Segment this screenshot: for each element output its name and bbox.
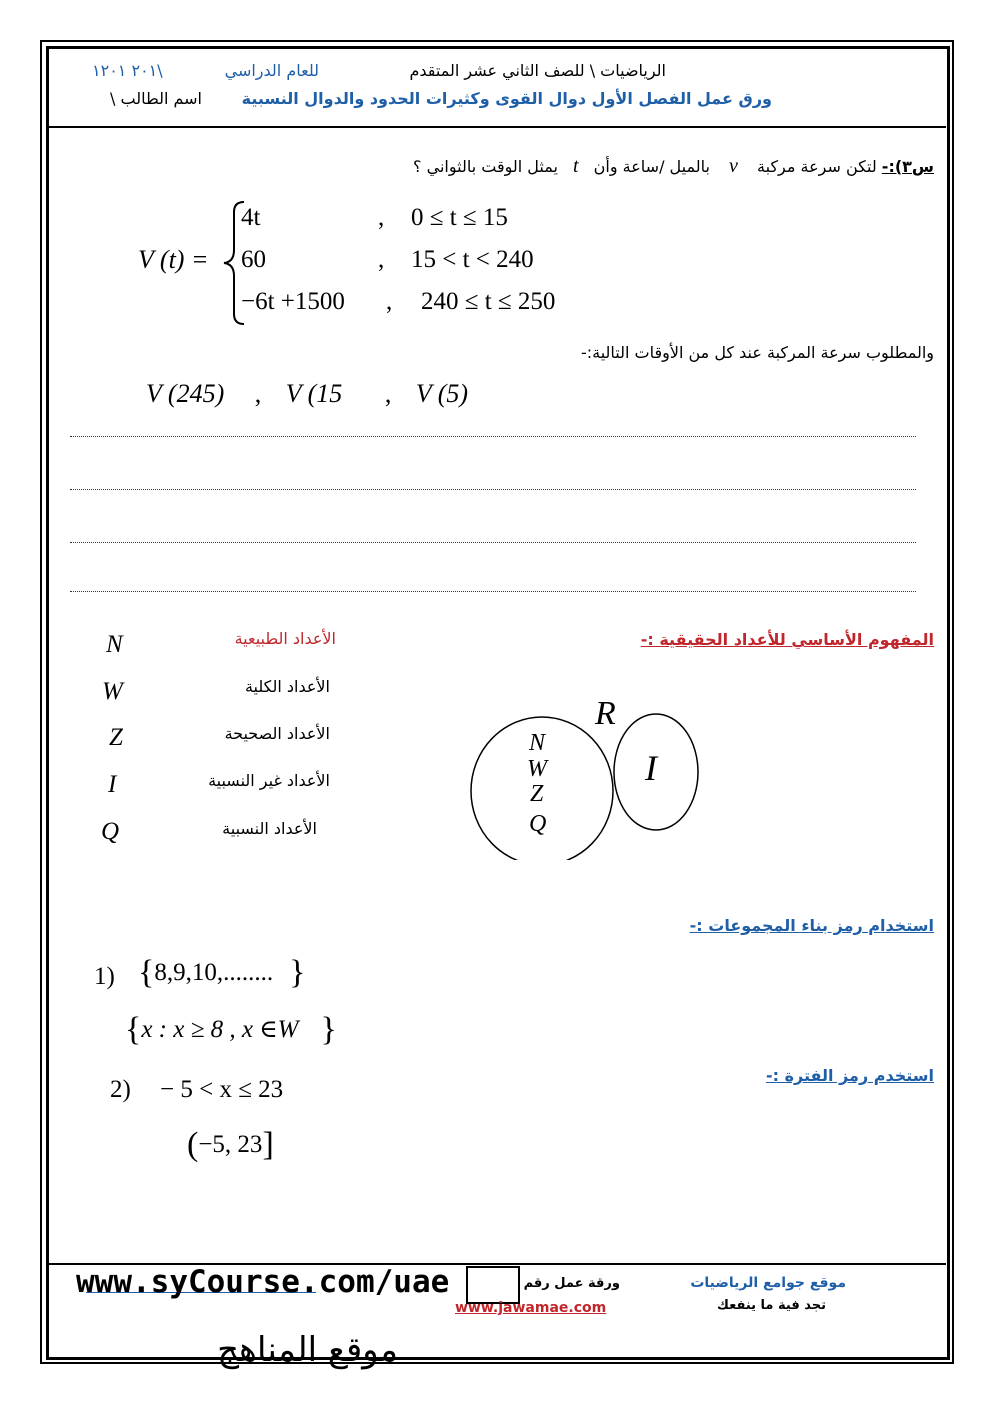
venn-label-z: Z: [530, 781, 544, 807]
q3-var-t: t: [573, 155, 579, 177]
venn-label-r: R: [595, 695, 616, 732]
real-numbers-heading: المفهوم الأساسي للأعداد الحقيقية :-: [640, 630, 934, 649]
venn-label-n: N: [529, 730, 546, 756]
footer-site-name: موقع جوامع الرياضيات: [690, 1275, 846, 1291]
header-year-value: ٢٠١ ١٢٠١\: [92, 61, 163, 80]
set-symbol-n: N: [106, 631, 123, 658]
q3-required-text: والمطلوب سرعة المركبة عند كل من الأوقات التالية:-: [580, 343, 934, 362]
footer-boxed-frame: [466, 1266, 520, 1304]
example-2-number: 2): [110, 1076, 131, 1103]
set-name-rational: الأعداد النسبية: [222, 819, 317, 838]
venn-diagram: [470, 710, 700, 860]
answer-line-1[interactable]: [70, 436, 916, 437]
q3-label: س٣):-: [881, 157, 934, 176]
case-2-comma: ,: [378, 246, 385, 273]
eval-v245: V (245): [146, 379, 225, 408]
builder-brace-open: {: [125, 1011, 142, 1048]
footer-sheet-number: ورقة عمل رقم: [523, 1276, 620, 1291]
interval-paren-open: (: [187, 1126, 199, 1163]
case-1-domain: 0 ≤ t ≤ 15: [411, 204, 508, 231]
answer-line-2[interactable]: [70, 489, 916, 490]
header-separator: [46, 126, 946, 128]
set-symbol-q: Q: [101, 818, 120, 845]
case-3-domain: 240 ≤ t ≤ 250: [421, 288, 556, 315]
header-title: ورق عمل الفصل الأول دوال القوى وكثيرات الحدود والدوال النسبية: [241, 89, 772, 108]
header-subject: الرياضيات \ للصف الثاني عشر المتقدم: [409, 61, 666, 80]
case-2-domain: 15 < t < 240: [411, 246, 534, 273]
venn-label-q: Q: [529, 811, 547, 837]
case-3-expr: −6t +1500: [241, 288, 345, 315]
footer-slogan: تجد فية ما ينفعك: [717, 1298, 826, 1313]
set-name-whole: الأعداد الكلية: [244, 677, 330, 696]
set-name-integers: الأعداد الصحيحة: [224, 724, 330, 743]
example-1-number: 1): [94, 963, 115, 990]
q3-statement: [413, 155, 934, 178]
q3-text-b: بالميل /ساعة وأن: [593, 157, 710, 176]
set-symbol-i: I: [108, 771, 117, 798]
brace-open: {: [138, 954, 155, 991]
eval-v15: V (15: [285, 379, 343, 408]
eval-comma-2: ,: [384, 379, 392, 408]
example-1-set: [138, 954, 305, 992]
q3-text-a: لتكن سرعة مركبة: [757, 157, 877, 176]
example-1-elements: 8,9,10,........: [154, 959, 274, 986]
interval-heading: استخدم رمز الفترة :-: [765, 1066, 934, 1085]
footer-bottom-logo: موقع المناهج: [217, 1330, 398, 1370]
q3-text-c: يمثل الوقت بالثواني ؟: [413, 157, 558, 176]
eval-v5: V (5): [415, 379, 469, 408]
venn-label-w: W: [527, 756, 547, 782]
case-2-expr: 60: [241, 246, 266, 273]
builder-brace-close: }: [320, 1011, 337, 1048]
example-2-inequality: − 5 < x ≤ 23: [160, 1076, 284, 1103]
brace-close: }: [289, 954, 306, 991]
answer-line-4[interactable]: [70, 591, 916, 592]
case-1-comma: ,: [378, 204, 385, 231]
set-name-irrational: الأعداد غير النسبية: [208, 771, 330, 790]
case-1-expr: 4t: [241, 204, 261, 231]
header-year-label: للعام الدراسي: [224, 61, 319, 80]
answer-line-3[interactable]: [70, 542, 916, 543]
example-1-builder-text: x : x ≥ 8 , x ∈W: [141, 1016, 299, 1043]
venn-label-i: I: [645, 748, 657, 788]
set-symbol-w: W: [102, 678, 123, 705]
q3-var-v: v: [729, 155, 738, 177]
case-3-comma: ,: [386, 288, 393, 315]
set-symbol-z: Z: [109, 724, 123, 751]
footer-site-link[interactable]: www.jawamae.com: [455, 1300, 607, 1316]
example-2-interval-text: −5, 23: [198, 1131, 263, 1158]
page-inner-border: [46, 46, 950, 1360]
piecewise-function-name: V (t) =: [138, 245, 209, 274]
header-student-name: اسم الطالب \: [110, 89, 202, 108]
set-name-natural: الأعداد الطبيعية: [234, 629, 336, 648]
example-1-builder: [125, 1011, 337, 1049]
eval-comma-1: ,: [254, 379, 262, 408]
set-builder-heading: استخدام رمز بناء المجموعات :-: [689, 916, 934, 935]
example-2-interval: [187, 1126, 274, 1164]
interval-bracket-close: ]: [262, 1126, 274, 1163]
footer-watermark: www.syCourse.com/uae: [76, 1264, 450, 1300]
evaluation-row: [146, 379, 468, 409]
